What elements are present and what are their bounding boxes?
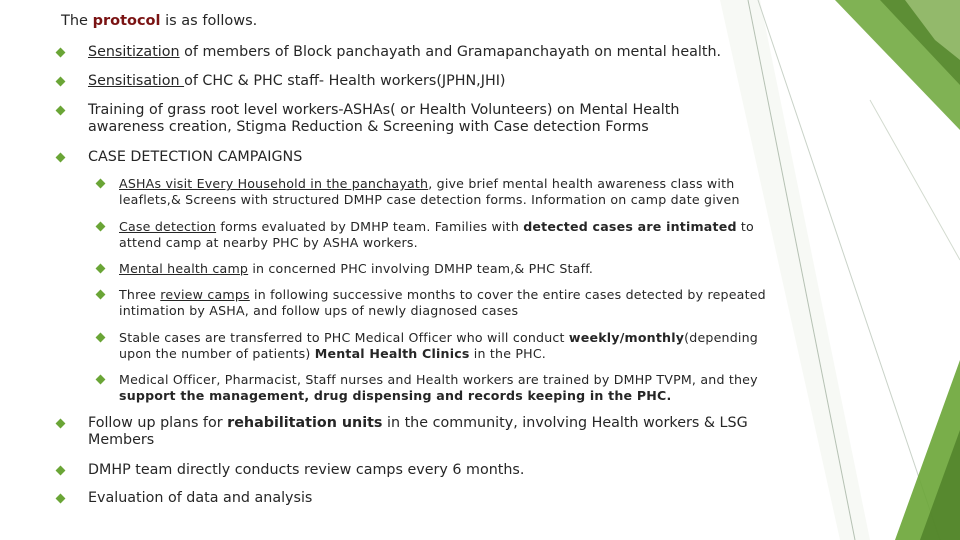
list-item xyxy=(88,44,768,61)
diamond-bullet-icon xyxy=(56,419,66,429)
diamond-bullet-icon xyxy=(56,494,66,504)
diamond-bullet-icon xyxy=(96,290,106,300)
item-text: , give brief mental health awareness class with leaflets,& Screens with structured DMHP case detection forms. Information on camp date given xyxy=(119,176,740,207)
item-text: in following successive months to cover the entire cases detected by repeated intimation by ASHA, and follow ups of newly diagnosed cases xyxy=(119,287,766,318)
sub-list-item xyxy=(119,372,774,404)
item-text: Medical Officer, Pharmacist, Staff nurses and Health workers are trained by DMHP TVPM, and they xyxy=(119,372,758,387)
item-text: in concerned PHC involving DMHP team,& PHC Staff. xyxy=(248,261,594,276)
item-emphasis: Mental health camp xyxy=(119,261,249,276)
item-text: in the PHC. xyxy=(469,346,547,361)
item-bold: rehabilitation units xyxy=(227,415,383,431)
diamond-bullet-icon xyxy=(56,106,66,116)
sub-list-item xyxy=(119,176,774,208)
title-prefix: The xyxy=(61,13,93,29)
diamond-bullet-icon xyxy=(96,333,106,343)
item-text: in the community, involving Health workers & LSG Members xyxy=(88,415,748,448)
list-item xyxy=(88,102,748,136)
item-emphasis: review camps xyxy=(160,287,250,302)
title-suffix: is as follows. xyxy=(160,13,258,29)
title-highlight: protocol xyxy=(92,13,161,29)
slide-title xyxy=(61,13,257,29)
item-text: CASE DETECTION CAMPAIGNS xyxy=(88,149,303,165)
item-bold: support the management, drug dispensing and records keeping in the PHC. xyxy=(119,388,672,403)
sub-list-item xyxy=(119,219,774,251)
item-emphasis: Case detection xyxy=(119,219,217,234)
item-text: to attend camp at nearby PHC by ASHA workers. xyxy=(119,219,754,250)
item-text: of CHC & PHC staff- Health workers(JPHN,JHI) xyxy=(184,73,506,89)
sub-list-item xyxy=(119,287,774,319)
item-text: Follow up plans for xyxy=(88,415,228,431)
item-text: Training of grass root level workers-ASHAs( or Health Volunteers) on Mental Health awareness creation, Stigma Reduction & Screening with Case detection Forms xyxy=(88,102,680,135)
diamond-bullet-icon xyxy=(56,153,66,163)
diamond-bullet-icon xyxy=(96,222,106,232)
item-text: Three xyxy=(119,287,161,302)
diamond-bullet-icon xyxy=(56,77,66,87)
item-text: Stable cases are transferred to PHC Medical Officer who will conduct xyxy=(119,330,569,345)
sub-list-item xyxy=(119,261,774,277)
item-text: DMHP team directly conducts review camps every 6 months. xyxy=(88,462,525,478)
item-text: forms evaluated by DMHP team. Families with xyxy=(216,219,524,234)
diamond-bullet-icon xyxy=(56,48,66,58)
item-emphasis: Sensitization xyxy=(88,44,180,60)
item-emphasis: ASHAs visit Every Household in the panchayath xyxy=(119,176,429,191)
list-item xyxy=(88,149,768,166)
item-bold: Mental Health Clinics xyxy=(314,346,470,361)
list-item xyxy=(88,462,768,479)
diamond-bullet-icon xyxy=(96,375,106,385)
list-item xyxy=(88,490,768,507)
item-emphasis: Sensitisation xyxy=(88,73,185,89)
item-bold: weekly/monthly xyxy=(568,330,685,345)
list-item xyxy=(88,415,768,449)
diamond-bullet-icon xyxy=(96,264,106,274)
diamond-bullet-icon xyxy=(96,179,106,189)
item-text: of members of Block panchayath and Gramapanchayath on mental health. xyxy=(179,44,722,60)
diamond-bullet-icon xyxy=(56,466,66,476)
sub-list-item xyxy=(119,330,774,362)
item-text: Evaluation of data and analysis xyxy=(88,490,313,506)
item-bold: detected cases are intimated xyxy=(523,219,737,234)
list-item xyxy=(88,73,768,90)
item-text: (depending upon the number of patients) xyxy=(119,330,759,361)
